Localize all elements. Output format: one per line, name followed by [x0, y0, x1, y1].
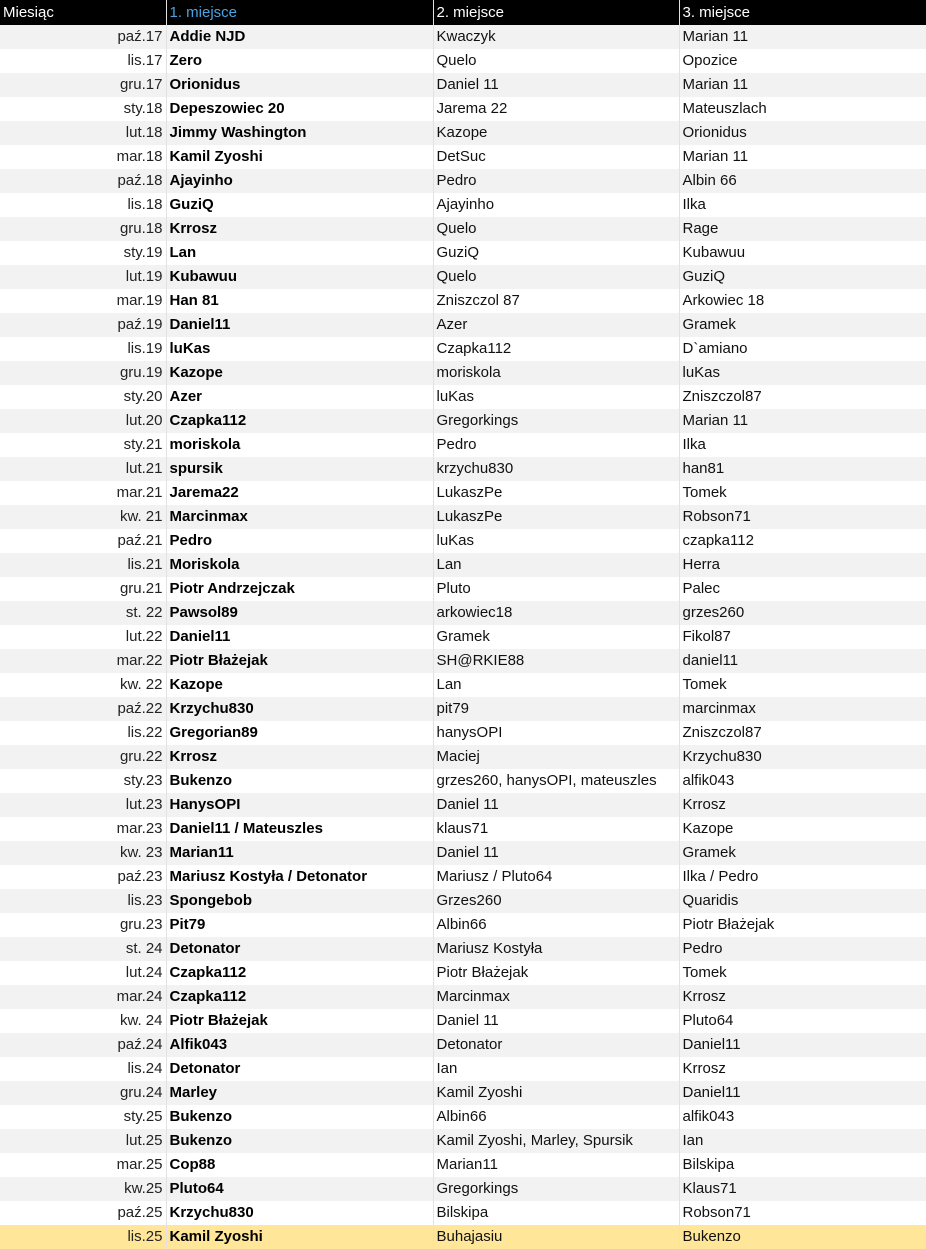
first-place-cell: Mariusz Kostyła / Detonator	[166, 865, 433, 889]
table-row	[0, 49, 926, 73]
third-place-cell: GuziQ	[679, 265, 926, 289]
second-place-cell: Grzes260	[433, 889, 679, 913]
third-place-cell: alfik043	[679, 769, 926, 793]
table-row	[0, 73, 926, 97]
first-place-cell: Detonator	[166, 937, 433, 961]
first-place-cell: Moriskola	[166, 553, 433, 577]
second-place-cell: Albin66	[433, 913, 679, 937]
first-place-cell: Jarema22	[166, 481, 433, 505]
month-cell: lis.21	[0, 553, 166, 577]
third-place-cell: daniel11	[679, 649, 926, 673]
month-cell: gru.21	[0, 577, 166, 601]
second-place-cell: LukaszPe	[433, 505, 679, 529]
month-cell: kw. 23	[0, 841, 166, 865]
third-place-cell: grzes260	[679, 601, 926, 625]
third-place-cell: Ilka	[679, 193, 926, 217]
month-cell: mar.23	[0, 817, 166, 841]
month-cell: kw. 21	[0, 505, 166, 529]
first-place-cell: Krrosz	[166, 217, 433, 241]
header-first-place: 1. miejsce	[166, 0, 433, 25]
table-row	[0, 25, 926, 49]
table-row	[0, 889, 926, 913]
month-cell: kw.25	[0, 1177, 166, 1201]
header-month: Miesiąc	[0, 0, 166, 25]
third-place-cell: Kazope	[679, 817, 926, 841]
month-cell: sty.21	[0, 433, 166, 457]
table-row	[0, 625, 926, 649]
month-cell: lis.24	[0, 1057, 166, 1081]
second-place-cell: pit79	[433, 697, 679, 721]
second-place-cell: Azer	[433, 313, 679, 337]
third-place-cell: Tomek	[679, 481, 926, 505]
first-place-cell: Piotr Błażejak	[166, 1009, 433, 1033]
month-cell: lis.22	[0, 721, 166, 745]
second-place-cell: moriskola	[433, 361, 679, 385]
second-place-cell: Ian	[433, 1057, 679, 1081]
third-place-cell: Krzychu830	[679, 745, 926, 769]
third-place-cell: Zniszczol87	[679, 721, 926, 745]
table-row	[0, 337, 926, 361]
month-cell: lut.22	[0, 625, 166, 649]
month-cell: paź.22	[0, 697, 166, 721]
first-place-cell: Kubawuu	[166, 265, 433, 289]
second-place-cell: DetSuc	[433, 145, 679, 169]
third-place-cell: Kubawuu	[679, 241, 926, 265]
month-cell: kw. 24	[0, 1009, 166, 1033]
month-cell: sty.18	[0, 97, 166, 121]
third-place-cell: Arkowiec 18	[679, 289, 926, 313]
first-place-cell: Azer	[166, 385, 433, 409]
table-row	[0, 1177, 926, 1201]
month-cell: sty.20	[0, 385, 166, 409]
table-row	[0, 961, 926, 985]
second-place-cell: Kamil Zyoshi, Marley, Spursik	[433, 1129, 679, 1153]
second-place-cell: Quelo	[433, 217, 679, 241]
month-cell: lis.17	[0, 49, 166, 73]
table-row	[0, 1201, 926, 1225]
third-place-cell: Krrosz	[679, 793, 926, 817]
month-cell: sty.25	[0, 1105, 166, 1129]
month-cell: lut.24	[0, 961, 166, 985]
month-cell: mar.22	[0, 649, 166, 673]
month-cell: paź.18	[0, 169, 166, 193]
second-place-cell: Mariusz / Pluto64	[433, 865, 679, 889]
table-row	[0, 457, 926, 481]
second-place-cell: Marian11	[433, 1153, 679, 1177]
third-place-cell: luKas	[679, 361, 926, 385]
second-place-cell: Gregorkings	[433, 409, 679, 433]
second-place-cell: Bilskipa	[433, 1201, 679, 1225]
header-second-place: 2. miejsce	[433, 0, 679, 25]
month-cell: lut.20	[0, 409, 166, 433]
third-place-cell: Ilka	[679, 433, 926, 457]
first-place-cell: Lan	[166, 241, 433, 265]
month-cell: st. 24	[0, 937, 166, 961]
month-cell: gru.24	[0, 1081, 166, 1105]
table-row	[0, 601, 926, 625]
month-cell: mar.18	[0, 145, 166, 169]
third-place-cell: Fikol87	[679, 625, 926, 649]
first-place-cell: Czapka112	[166, 985, 433, 1009]
second-place-cell: Marcinmax	[433, 985, 679, 1009]
table-row	[0, 505, 926, 529]
table-row	[0, 817, 926, 841]
second-place-cell: Gramek	[433, 625, 679, 649]
third-place-cell: Krrosz	[679, 985, 926, 1009]
first-place-cell: Kazope	[166, 361, 433, 385]
table-row	[0, 793, 926, 817]
third-place-cell: Ilka / Pedro	[679, 865, 926, 889]
third-place-cell: Albin 66	[679, 169, 926, 193]
month-cell: mar.24	[0, 985, 166, 1009]
table-row	[0, 1129, 926, 1153]
month-cell: lut.25	[0, 1129, 166, 1153]
table-row	[0, 217, 926, 241]
third-place-cell: Gramek	[679, 841, 926, 865]
first-place-cell: Depeszowiec 20	[166, 97, 433, 121]
table-row	[0, 193, 926, 217]
header-row	[0, 0, 926, 25]
second-place-cell: Lan	[433, 673, 679, 697]
table-row	[0, 985, 926, 1009]
table-row	[0, 121, 926, 145]
table-row	[0, 937, 926, 961]
month-cell: gru.22	[0, 745, 166, 769]
third-place-cell: D`amiano	[679, 337, 926, 361]
table-row	[0, 361, 926, 385]
first-place-cell: Piotr Andrzejczak	[166, 577, 433, 601]
first-place-cell: Krzychu830	[166, 697, 433, 721]
first-place-cell: Detonator	[166, 1057, 433, 1081]
first-place-cell: Han 81	[166, 289, 433, 313]
table-row	[0, 1153, 926, 1177]
month-cell: mar.21	[0, 481, 166, 505]
second-place-cell: LukaszPe	[433, 481, 679, 505]
first-place-cell: Kazope	[166, 673, 433, 697]
table-row	[0, 289, 926, 313]
first-place-cell: Alfik043	[166, 1033, 433, 1057]
table-row	[0, 169, 926, 193]
month-cell: mar.25	[0, 1153, 166, 1177]
first-place-cell: luKas	[166, 337, 433, 361]
month-cell: sty.23	[0, 769, 166, 793]
month-cell: paź.19	[0, 313, 166, 337]
first-place-cell: Jimmy Washington	[166, 121, 433, 145]
table-body	[0, 25, 926, 1249]
third-place-cell: alfik043	[679, 1105, 926, 1129]
table-row	[0, 913, 926, 937]
first-place-cell: Daniel11 / Mateuszles	[166, 817, 433, 841]
third-place-cell: Bilskipa	[679, 1153, 926, 1177]
month-cell: lis.25	[0, 1225, 166, 1249]
second-place-cell: Quelo	[433, 49, 679, 73]
second-place-cell: Czapka112	[433, 337, 679, 361]
table-row	[0, 385, 926, 409]
table-row	[0, 265, 926, 289]
first-place-cell: Addie NJD	[166, 25, 433, 49]
first-place-cell: Pit79	[166, 913, 433, 937]
second-place-cell: Buhajasiu	[433, 1225, 679, 1249]
third-place-cell: Herra	[679, 553, 926, 577]
third-place-cell: Pedro	[679, 937, 926, 961]
first-place-cell: Zero	[166, 49, 433, 73]
first-place-cell: Marley	[166, 1081, 433, 1105]
third-place-cell: Orionidus	[679, 121, 926, 145]
month-cell: sty.19	[0, 241, 166, 265]
second-place-cell: Pedro	[433, 169, 679, 193]
month-cell: gru.18	[0, 217, 166, 241]
third-place-cell: Krrosz	[679, 1057, 926, 1081]
second-place-cell: Maciej	[433, 745, 679, 769]
month-cell: paź.23	[0, 865, 166, 889]
table-row	[0, 673, 926, 697]
second-place-cell: Jarema 22	[433, 97, 679, 121]
month-cell: lis.18	[0, 193, 166, 217]
second-place-cell: Albin66	[433, 1105, 679, 1129]
first-place-cell: Marian11	[166, 841, 433, 865]
month-cell: paź.24	[0, 1033, 166, 1057]
third-place-cell: Marian 11	[679, 409, 926, 433]
first-place-cell: Orionidus	[166, 73, 433, 97]
table-row	[0, 241, 926, 265]
first-place-cell: Krrosz	[166, 745, 433, 769]
first-place-cell: Czapka112	[166, 409, 433, 433]
first-place-cell: Ajayinho	[166, 169, 433, 193]
third-place-cell: Robson71	[679, 1201, 926, 1225]
second-place-cell: Daniel 11	[433, 793, 679, 817]
month-cell: gru.19	[0, 361, 166, 385]
third-place-cell: Rage	[679, 217, 926, 241]
first-place-cell: GuziQ	[166, 193, 433, 217]
first-place-cell: Czapka112	[166, 961, 433, 985]
table-row	[0, 481, 926, 505]
table-row	[0, 1225, 926, 1249]
first-place-cell: Pluto64	[166, 1177, 433, 1201]
third-place-cell: czapka112	[679, 529, 926, 553]
first-place-cell: Kamil Zyoshi	[166, 145, 433, 169]
second-place-cell: Pluto	[433, 577, 679, 601]
month-cell: st. 22	[0, 601, 166, 625]
month-cell: lis.19	[0, 337, 166, 361]
first-place-cell: Marcinmax	[166, 505, 433, 529]
first-place-cell: Krzychu830	[166, 1201, 433, 1225]
first-place-cell: Kamil Zyoshi	[166, 1225, 433, 1249]
table-row	[0, 1009, 926, 1033]
first-place-cell: Pawsol89	[166, 601, 433, 625]
table-row	[0, 145, 926, 169]
month-cell: gru.23	[0, 913, 166, 937]
second-place-cell: Kwaczyk	[433, 25, 679, 49]
table-row	[0, 769, 926, 793]
second-place-cell: Piotr Błażejak	[433, 961, 679, 985]
second-place-cell: Quelo	[433, 265, 679, 289]
table-row	[0, 553, 926, 577]
month-cell: gru.17	[0, 73, 166, 97]
table-row	[0, 745, 926, 769]
month-cell: kw. 22	[0, 673, 166, 697]
month-cell: lut.18	[0, 121, 166, 145]
table-row	[0, 433, 926, 457]
third-place-cell: Pluto64	[679, 1009, 926, 1033]
table-row	[0, 97, 926, 121]
third-place-cell: Ian	[679, 1129, 926, 1153]
header-third-place: 3. miejsce	[679, 0, 926, 25]
second-place-cell: Daniel 11	[433, 1009, 679, 1033]
third-place-cell: Opozice	[679, 49, 926, 73]
first-place-cell: Bukenzo	[166, 1129, 433, 1153]
third-place-cell: Daniel11	[679, 1081, 926, 1105]
second-place-cell: Gregorkings	[433, 1177, 679, 1201]
third-place-cell: Zniszczol87	[679, 385, 926, 409]
month-cell: paź.17	[0, 25, 166, 49]
second-place-cell: GuziQ	[433, 241, 679, 265]
month-cell: lis.23	[0, 889, 166, 913]
second-place-cell: Zniszczol 87	[433, 289, 679, 313]
third-place-cell: Tomek	[679, 673, 926, 697]
third-place-cell: Palec	[679, 577, 926, 601]
third-place-cell: Piotr Błażejak	[679, 913, 926, 937]
table-row	[0, 865, 926, 889]
second-place-cell: Daniel 11	[433, 73, 679, 97]
second-place-cell: SH@RKIE88	[433, 649, 679, 673]
second-place-cell: hanysOPI	[433, 721, 679, 745]
first-place-cell: Gregorian89	[166, 721, 433, 745]
table-row	[0, 1033, 926, 1057]
first-place-cell: Daniel11	[166, 625, 433, 649]
third-place-cell: Marian 11	[679, 25, 926, 49]
table-row	[0, 721, 926, 745]
table-row	[0, 409, 926, 433]
first-place-cell: Pedro	[166, 529, 433, 553]
third-place-cell: Daniel11	[679, 1033, 926, 1057]
third-place-cell: han81	[679, 457, 926, 481]
third-place-cell: Robson71	[679, 505, 926, 529]
first-place-cell: Piotr Błażejak	[166, 649, 433, 673]
month-cell: lut.23	[0, 793, 166, 817]
table-row	[0, 1105, 926, 1129]
second-place-cell: Detonator	[433, 1033, 679, 1057]
second-place-cell: Ajayinho	[433, 193, 679, 217]
third-place-cell: Marian 11	[679, 73, 926, 97]
third-place-cell: Bukenzo	[679, 1225, 926, 1249]
second-place-cell: krzychu830	[433, 457, 679, 481]
table-row	[0, 529, 926, 553]
month-cell: mar.19	[0, 289, 166, 313]
first-place-cell: Bukenzo	[166, 1105, 433, 1129]
table-row	[0, 1081, 926, 1105]
first-place-cell: Daniel11	[166, 313, 433, 337]
second-place-cell: Lan	[433, 553, 679, 577]
first-place-cell: moriskola	[166, 433, 433, 457]
second-place-cell: klaus71	[433, 817, 679, 841]
month-cell: paź.21	[0, 529, 166, 553]
first-place-cell: HanysOPI	[166, 793, 433, 817]
third-place-cell: Gramek	[679, 313, 926, 337]
table-row	[0, 313, 926, 337]
first-place-cell: Spongebob	[166, 889, 433, 913]
table-row	[0, 577, 926, 601]
second-place-cell: Daniel 11	[433, 841, 679, 865]
second-place-cell: luKas	[433, 529, 679, 553]
table-row	[0, 649, 926, 673]
first-place-cell: spursik	[166, 457, 433, 481]
month-cell: lut.19	[0, 265, 166, 289]
third-place-cell: Tomek	[679, 961, 926, 985]
third-place-cell: Marian 11	[679, 145, 926, 169]
second-place-cell: Mariusz Kostyła	[433, 937, 679, 961]
second-place-cell: luKas	[433, 385, 679, 409]
third-place-cell: Quaridis	[679, 889, 926, 913]
second-place-cell: grzes260, hanysOPI, mateuszles	[433, 769, 679, 793]
month-cell: paź.25	[0, 1201, 166, 1225]
second-place-cell: Kamil Zyoshi	[433, 1081, 679, 1105]
third-place-cell: marcinmax	[679, 697, 926, 721]
month-cell: lut.21	[0, 457, 166, 481]
second-place-cell: arkowiec18	[433, 601, 679, 625]
table-row	[0, 697, 926, 721]
first-place-cell: Bukenzo	[166, 769, 433, 793]
table-row	[0, 841, 926, 865]
third-place-cell: Klaus71	[679, 1177, 926, 1201]
second-place-cell: Pedro	[433, 433, 679, 457]
first-place-cell: Cop88	[166, 1153, 433, 1177]
table-row	[0, 1057, 926, 1081]
second-place-cell: Kazope	[433, 121, 679, 145]
third-place-cell: Mateuszlach	[679, 97, 926, 121]
